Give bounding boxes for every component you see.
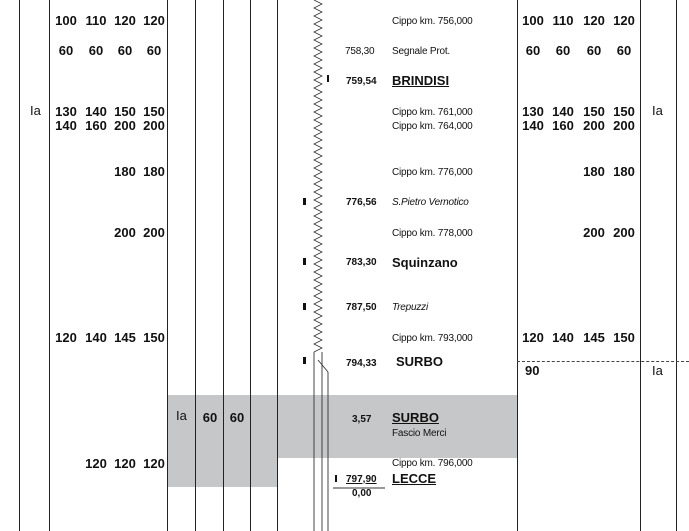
- speed-value: 200: [613, 118, 635, 133]
- speed-value: 130: [522, 104, 544, 119]
- speed-value: 120: [522, 330, 544, 345]
- speed-value: 180: [583, 164, 605, 179]
- km-value: 797,90: [346, 474, 377, 485]
- speed-value: 200: [613, 225, 635, 240]
- speed-value: 60: [229, 410, 245, 425]
- speed-value: 140: [522, 118, 544, 133]
- speed-value: 120: [114, 456, 136, 471]
- speed-value: 110: [552, 13, 574, 28]
- speed-value: 200: [114, 118, 136, 133]
- station-name: LECCE: [392, 471, 437, 486]
- milestone-label: Cippo km. 764,000: [392, 121, 473, 132]
- speed-value: 120: [85, 456, 107, 471]
- speed-value: 100: [522, 13, 544, 28]
- speed-value: 150: [583, 104, 605, 119]
- station-marker: [303, 303, 306, 310]
- speed-value: 60: [58, 43, 74, 58]
- rank-label: Ia: [176, 408, 187, 423]
- km-value: 758,30: [345, 46, 375, 57]
- speed-value: 60: [88, 43, 104, 58]
- speed-value: 180: [143, 164, 165, 179]
- speed-value: 140: [85, 104, 107, 119]
- milestone-label: Cippo km. 793,000: [392, 333, 473, 344]
- speed-value: 150: [143, 104, 165, 119]
- station-name: BRINDISI: [392, 73, 450, 88]
- rank-label: Ia: [652, 363, 663, 378]
- station-subtitle: Fascio Merci: [392, 428, 447, 439]
- speed-value: 120: [143, 456, 165, 471]
- speed-value: 100: [55, 13, 77, 28]
- speed-value: 145: [583, 330, 605, 345]
- milestone-label: Cippo km. 756,000: [392, 16, 473, 27]
- milestone-label: Cippo km. 776,000: [392, 167, 473, 178]
- km-value: 0,00: [352, 488, 372, 499]
- speed-value: 90: [525, 363, 540, 378]
- km-value: 794,33: [346, 358, 377, 369]
- station-name: SURBO: [396, 354, 443, 369]
- speed-value: 140: [552, 104, 574, 119]
- speed-value: 200: [143, 225, 165, 240]
- speed-value: 120: [143, 13, 165, 28]
- speed-value: 130: [55, 104, 77, 119]
- speed-value: 180: [114, 164, 136, 179]
- speed-value: 200: [583, 225, 605, 240]
- milestone-label: Cippo km. 796,000: [392, 458, 473, 469]
- speed-value: 140: [85, 330, 107, 345]
- speed-value: 120: [583, 13, 605, 28]
- speed-value: 60: [555, 43, 571, 58]
- station-name: Trepuzzi: [392, 302, 429, 313]
- station-marker: [303, 258, 306, 265]
- speed-value: 160: [85, 118, 107, 133]
- speed-value: 120: [55, 330, 77, 345]
- speed-value: 150: [613, 330, 635, 345]
- rank-label: Ia: [30, 103, 41, 118]
- km-value: 776,56: [346, 197, 377, 208]
- speed-value: 60: [117, 43, 133, 58]
- speed-value: 200: [114, 225, 136, 240]
- speed-value: 140: [55, 118, 77, 133]
- signal-label: Segnale Prot.: [392, 46, 450, 57]
- station-name: S.Pietro Vernotico: [392, 197, 469, 208]
- speed-value: 60: [586, 43, 602, 58]
- speed-value: 110: [85, 13, 107, 28]
- km-value: 783,30: [346, 257, 377, 268]
- speed-value: 60: [616, 43, 632, 58]
- km-value: 3,57: [352, 414, 372, 425]
- speed-value: 60: [146, 43, 162, 58]
- station-marker: [303, 198, 306, 205]
- milestone-label: Cippo km. 778,000: [392, 228, 473, 239]
- speed-change-line: [517, 361, 689, 362]
- station-marker: [327, 75, 329, 82]
- km-value: 787,50: [346, 302, 377, 313]
- rank-label: Ia: [652, 103, 663, 118]
- speed-value: 180: [613, 164, 635, 179]
- speed-value: 150: [143, 330, 165, 345]
- station-marker: [303, 357, 306, 364]
- milestone-label: Cippo km. 761,000: [392, 107, 473, 118]
- speed-value: 150: [613, 104, 635, 119]
- speed-value: 200: [583, 118, 605, 133]
- station-name: Squinzano: [392, 255, 458, 270]
- speed-value: 120: [613, 13, 635, 28]
- speed-value: 160: [552, 118, 574, 133]
- speed-value: 60: [202, 410, 218, 425]
- station-name: SURBO: [392, 410, 439, 425]
- speed-value: 120: [114, 13, 136, 28]
- km-value: 759,54: [346, 76, 377, 87]
- speed-value: 140: [552, 330, 574, 345]
- speed-value: 200: [143, 118, 165, 133]
- speed-value: 60: [525, 43, 541, 58]
- speed-value: 145: [114, 330, 136, 345]
- speed-value: 150: [114, 104, 136, 119]
- station-marker: [335, 475, 337, 482]
